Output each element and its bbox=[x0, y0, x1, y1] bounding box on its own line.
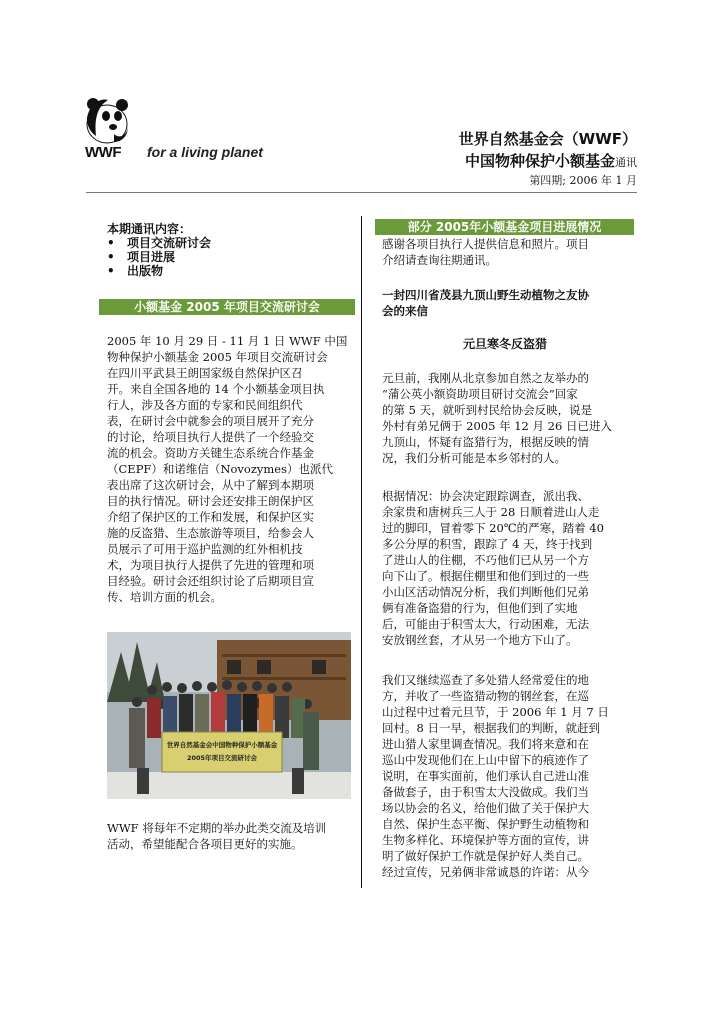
workshop-closing-paragraph: WWF 将每年不定期的举办此类交流及培训 活动，希望能配合各项目更好的实施。 bbox=[107, 821, 327, 851]
workshop-paragraph: 2005 年 10 月 29 日 - 11 月 1 日 WWF 中国 物种保护小额基金 2005 年项目交流研讨会 在四川平武县王朗国家级自然保护区召 开。来自全国各地的 14 个小额基金项目执 行人，涉及各方面的专家和民间组织代 表，在研讨会中就参会的项目展开了充分 的讨论，给项目执行人提供了一个经验交 流的机会。资助方关键生态系统合作基金 （CEPF）和诺维信（Novozymes）也派代 表出席了这次研讨会，从中了解到本期项 目的执行情况。研讨会还安排王朗保护区 介绍了保护区的工作和发展，和保护区实 施的反盗猎、生态旅游等项目，给参会人 员展示了可用于巡护监测的红外相机技 术，为项目执行人提供了先进的管理和项 目经验。研讨会还组织讨论了后期项目宣 传、培训方面的机会。 bbox=[107, 334, 348, 604]
header-divider bbox=[86, 192, 637, 193]
toc-item: • 项目交流研讨会 bbox=[107, 236, 211, 250]
letter-paragraph-3: 我们又继续巡查了多处猎人经常爱住的地 方，并收了一些盗猎动物的钢丝套，在巡 山过程中过着元旦节，于 2006 年 1 月 7 日 回村。8 日一早，根据我们的判断，就赶到 进山猎人家里调查情况。我们将来意和在 巡山中发现他们在上山中留下的痕迹作了 说明，在事实面前，他们承认自己进山准 备做套子，由于积雪太大没做成。我们当 场以协会的名义，给他们做了关于保护大 自然、保护生态平衡、保护野生动植物和 生物多样化、环境保护等方面的宣传，讲 明了做好保护工作就是保护好人类自己。 经过宣传，兄弟俩非常诚恳的许诺：从今 bbox=[382, 673, 609, 879]
tagline: for a living planet bbox=[147, 144, 263, 160]
newsletter-title: 世界自然基金会（WWF） bbox=[458, 130, 637, 148]
section-heading-progress: 部分 2005年小额基金项目进展情况 bbox=[375, 219, 634, 235]
subtitle-suffix: 通讯 bbox=[615, 156, 637, 169]
newsletter-subtitle bbox=[465, 150, 637, 171]
letter-title: 一封四川省茂县九顶山野生动植物之友协 会的来信 bbox=[382, 288, 589, 318]
subtitle-main: 中国物种保护小额基金 bbox=[464, 152, 615, 170]
letter-subheading: 元旦寒冬反盗猎 bbox=[462, 337, 547, 351]
toc-item: • 项目进展 bbox=[107, 250, 211, 264]
banner-line-1: 世界自然基金会中国物种保护小额基金 bbox=[166, 741, 278, 749]
progress-intro: 感谢各项目执行人提供信息和照片。项目 介绍请查询往期通讯。 bbox=[382, 237, 589, 267]
wwf-panda-logo bbox=[84, 96, 130, 144]
group-photo bbox=[107, 632, 351, 799]
toc-title: 本期通讯内容： bbox=[107, 222, 192, 236]
toc-item: • 出版物 bbox=[107, 264, 211, 278]
wwf-logo-text: WWF bbox=[85, 144, 121, 161]
issue-date: 第四期; 2006 年 1 月 bbox=[529, 174, 637, 187]
letter-paragraph-2: 根据情况：协会决定跟踪调查，派出我、 余家贵和唐树兵三人于 28 日顺着进山人走 过的脚印，冒着零下 20℃的严寒，踏着 40 多公分厚的积雪，跟踪了 4 天，终于找到 了进山人的住棚，不巧他们已从另一个方 向下山了。根据住棚里和他们到过的一些 小山区活动情况分析，我们判断他们兄弟 俩有准备盗猎的行为，但他们到了实地 后，可能由于积雪太大，行动困难，无法 安放钢丝套，才从另一个地方下山了。 bbox=[382, 489, 604, 647]
section-heading-workshop: 小额基金 2005 年项目交流研讨会 bbox=[99, 299, 355, 315]
banner-line-2: 2005年项目交流研讨会 bbox=[186, 754, 258, 762]
letter-paragraph-1: 元旦前，我刚从北京参加自然之友举办的 “蒲公英小额资助项目研讨交流会”回家 的第 5 天，就听到村民给协会反映，说是 外村有弟兄俩于 2005 年 12 月 26 日已进入 九顶山，怀疑有盗猎行为，根据反映的情 况，我们分析可能是本乡邻村的人。 bbox=[382, 371, 612, 465]
toc-list bbox=[107, 236, 211, 278]
column-divider bbox=[361, 216, 362, 888]
